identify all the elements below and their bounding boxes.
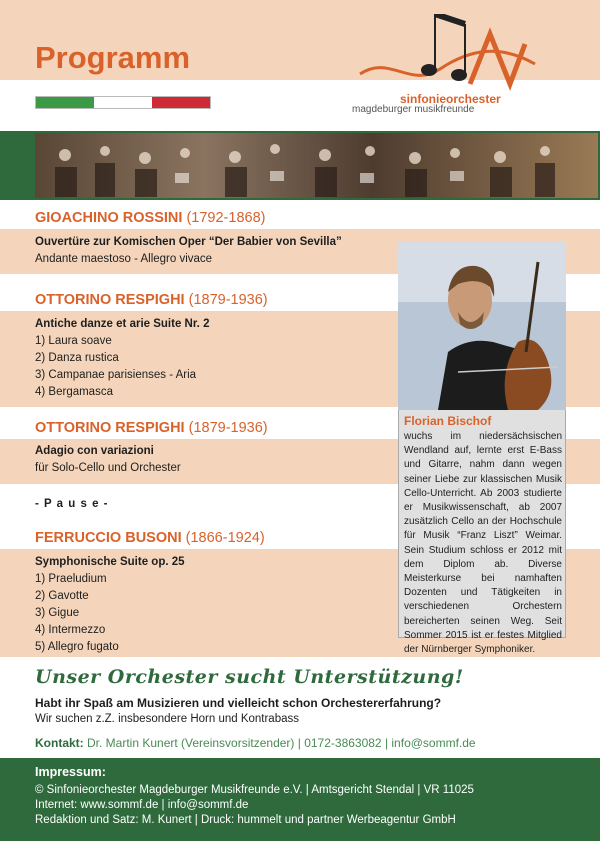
- work-line: 3) Gigue: [35, 607, 80, 619]
- work-line: Andante maestoso - Allegro vivace: [35, 253, 213, 265]
- work-block: [35, 318, 209, 401]
- impressum-title: Impressum:: [35, 765, 106, 779]
- work-title: Adagio con variazioni: [35, 445, 154, 457]
- impressum-line: © Sinfonieorchester Magdeburger Musikfreunde e.V. | Amtsgericht Stendal | VR 11025: [35, 784, 474, 796]
- support-text: Wir suchen z.Z. insbesondere Horn und Kontrabass: [35, 713, 299, 725]
- composer-heading-respighi-2: [35, 420, 268, 436]
- orchestra-photo: [35, 133, 598, 198]
- work-line: für Solo-Cello und Orchester: [35, 462, 181, 474]
- composer-years: (1879-1936): [188, 292, 268, 308]
- soloist-photo: [398, 242, 566, 410]
- support-title: Unser Orchester sucht Unterstützung!: [35, 666, 464, 688]
- support-question: Habt ihr Spaß am Musizieren und vielleicht schon Orchestererfahrung?: [35, 696, 442, 710]
- logo-subtitle: magdeburger musikfreunde: [352, 104, 475, 115]
- composer-name: GIOACHINO ROSSINI: [35, 210, 183, 226]
- work-block: [35, 445, 181, 477]
- work-line: 1) Praeludium: [35, 573, 107, 585]
- work-block: [35, 236, 342, 268]
- work-line: 5) Allegro fugato: [35, 641, 119, 653]
- soloist-bio: wuchs im niedersächsischen Wendland auf, lernte erst E-Bass und Gitarre, nahm dann wegen seiner Liebe zur klassischen Musik Cello-Unterricht. Ab 2003 studierte er Musikwissenschaft, ab 2007 zusätzlich Cello an der Hochschule für Musik “Franz Liszt” Weimar. Sein Studium schloss er 2012 mit dem Diplom ab. Diverse Meisterkurse bei namhaften Dozenten und Tätigkeiten in verschiedenen Orchestern bereicherten seinen Weg. Seit Sommer 2015 ist er festes Mitglied der Nürnberger Symphoniker.: [404, 431, 562, 656]
- contact-line: [35, 736, 476, 750]
- composer-years: (1879-1936): [188, 420, 268, 436]
- work-title: Ouvertüre zur Komischen Oper “Der Babier von Sevilla”: [35, 236, 342, 248]
- work-block: [35, 556, 185, 656]
- composer-heading-respighi: [35, 292, 268, 308]
- soloist-name: Florian Bischof: [404, 414, 492, 428]
- composer-years: (1792-1868): [186, 210, 266, 226]
- work-line: 2) Gavotte: [35, 590, 89, 602]
- contact-details: Dr. Martin Kunert (Vereinsvorsitzender) | 0172-3863082 | info@sommf.de: [83, 736, 476, 750]
- impressum-line: Internet: www.sommf.de | info@sommf.de: [35, 799, 249, 811]
- flag-red: [152, 97, 210, 108]
- work-line: 3) Campanae parisienses - Aria: [35, 369, 197, 381]
- work-line: 2) Danza rustica: [35, 352, 119, 364]
- work-line: 4) Bergamasca: [35, 386, 113, 398]
- composer-name: OTTORINO RESPIGHI: [35, 420, 185, 436]
- work-line: 1) Laura soave: [35, 335, 112, 347]
- flag-green: [36, 97, 94, 108]
- impressum-line: Redaktion und Satz: M. Kunert | Druck: hummelt und partner Werbeagentur GmbH: [35, 814, 456, 826]
- composer-years: (1866-1924): [185, 530, 265, 546]
- composer-heading-rossini: [35, 210, 265, 226]
- work-title: Symphonische Suite op. 25: [35, 556, 185, 568]
- composer-name: FERRUCCIO BUSONI: [35, 530, 182, 546]
- pause-label: - P a u s e -: [35, 498, 109, 510]
- page-title: Programm: [35, 40, 191, 75]
- flag-white: [94, 97, 152, 108]
- work-line: 4) Intermezzo: [35, 624, 106, 636]
- logo-name: sinfonieorchester: [400, 92, 501, 106]
- contact-label: Kontakt:: [35, 736, 84, 750]
- composer-heading-busoni: [35, 530, 265, 546]
- composer-name: OTTORINO RESPIGHI: [35, 292, 185, 308]
- work-title: Antiche danze et arie Suite Nr. 2: [35, 318, 210, 330]
- italian-flag: [35, 96, 211, 109]
